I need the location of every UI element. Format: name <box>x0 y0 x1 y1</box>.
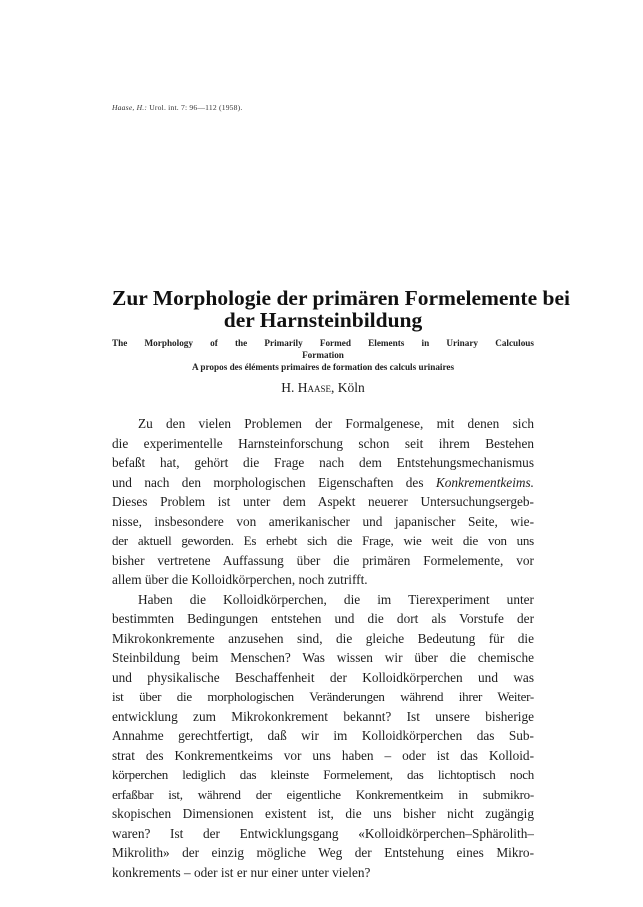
text-line: ist über die morphologischen Veränderungen während ihrer Weiter- <box>112 689 534 704</box>
paragraph-2 <box>112 590 534 883</box>
text-line: allem über die Kolloidkörperchen, noch zutrifft. <box>112 572 368 587</box>
author-location: , Köln <box>331 380 365 395</box>
article-title <box>112 286 570 332</box>
text-line: konkrements – oder ist er nur einer unter vielen? <box>112 864 371 880</box>
text-line: Mikrolith» der einzig mögliche Weg der Entstehung eines Mikro- <box>112 845 534 860</box>
text-line: Annahme gerechtfertigt, daß wir im Kolloidkörperchen das Sub- <box>112 728 534 743</box>
text-line: befaßt hat, gehört die Frage nach dem Entstehungsmechanismus <box>112 455 534 470</box>
text-line <box>112 473 534 493</box>
paragraph-1 <box>112 414 534 590</box>
text-line: skopischen Dimensionen existent ist, die uns bisher nicht zugängig <box>112 806 534 821</box>
text-line: nisse, insbesondere von amerikanischer und japanischer Seite, wie- <box>112 513 534 529</box>
title-line-1: Zur Morphologie der primären Formelemente bei <box>112 286 570 310</box>
text-line: Dieses Problem ist unter dem Aspekt neuerer Untersuchungsergeb- <box>112 494 534 509</box>
text-line: Zu den vielen Problemen der Formalgenese, mit denen sich <box>138 416 534 431</box>
text-line: bisher vertretene Auffassung über die primären Formelemente, vor <box>112 552 534 568</box>
emphasis-term: Konkrementkeims. <box>435 474 534 490</box>
citation-author: Haase, H.: <box>112 103 148 112</box>
text-line: Steinbildung beim Menschen? Was wissen wir über die chemische <box>112 650 534 665</box>
french-title: A propos des éléments primaires de formation des calculs urinaires <box>191 362 455 372</box>
text-line: Mikrokonkremente anzusehen sind, die gleiche Bedeutung für die <box>112 630 534 646</box>
english-title <box>112 337 534 361</box>
title-line-2: der Harnsteinbildung <box>223 308 423 332</box>
article-body <box>112 414 534 882</box>
text-line: der aktuell geworden. Es erhebt sich die Frage, wie weit die von uns <box>112 533 534 548</box>
citation-source: Urol. int. 7: 96—112 (1958). <box>149 103 243 112</box>
text-line: entwicklung zum Mikrokonkrement bekannt? Ist unsere bisherige <box>112 708 534 724</box>
author-surname: Haase <box>297 380 331 395</box>
text-line: waren? Ist der Entwicklungsgang «Kolloidkörperchen–Sphärolith– <box>112 825 534 841</box>
text-line: die experimentelle Harnsteinforschung schon seit ihrem Bestehen <box>112 435 534 451</box>
text-line: Haben die Kolloidkörperchen, die im Tierexperiment unter <box>138 591 534 607</box>
citation <box>112 103 243 112</box>
text-line: strat des Konkrementkeims vor uns haben – oder ist das Kolloid- <box>112 747 534 763</box>
byline <box>112 380 534 396</box>
text-line: körperchen lediglich das kleinste Formelement, das lichtoptisch noch <box>112 767 534 782</box>
english-title-line-1: The Morphology of the Primarily Formed Elements in Urinary Calculous <box>112 338 534 348</box>
author-initial: H. <box>281 380 298 395</box>
english-title-line-2: Formation <box>302 350 344 360</box>
text-line: bestimmten Bedingungen entstehen und die dort als Vorstufe der <box>112 611 534 626</box>
text-line: erfaßbar ist, während der eigentliche Konkrementkeim in submikro- <box>112 786 534 802</box>
text-line: und physikalische Beschaffenheit der Kolloidkörperchen und was <box>112 669 534 685</box>
text-fragment: und nach den morphologischen Eigenschaften des <box>112 474 436 490</box>
